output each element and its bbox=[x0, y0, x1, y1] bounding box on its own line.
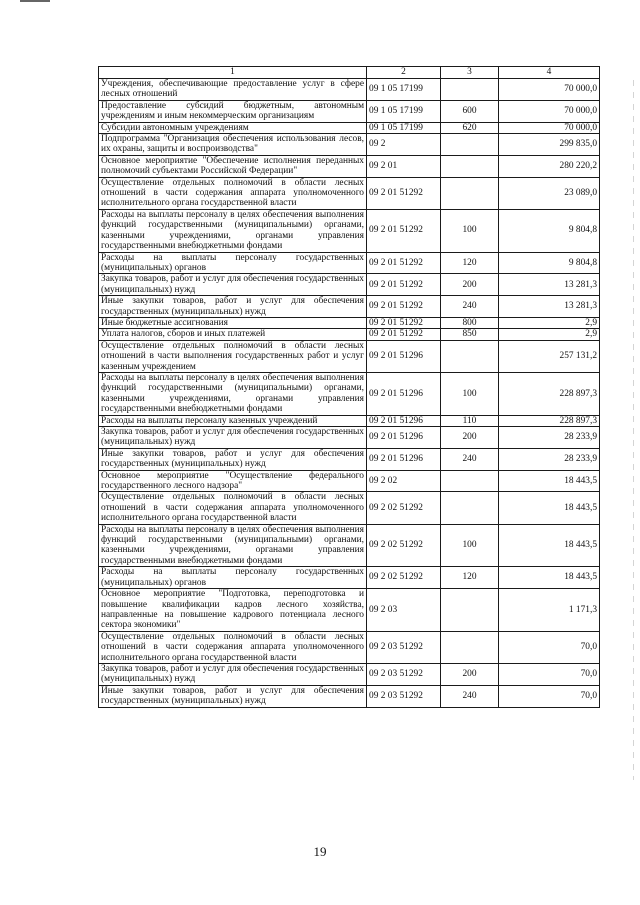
target-code-cell: 09 1 05 17199 bbox=[367, 122, 441, 133]
target-code-cell: 09 2 01 51292 bbox=[367, 209, 441, 252]
expense-type-cell: 240 bbox=[441, 296, 499, 318]
item-name-cell: Учреждения, обеспечивающие предоставление услуг в сфере лесных отношений bbox=[99, 79, 367, 101]
expense-type-cell: 200 bbox=[441, 663, 499, 685]
expense-type-cell bbox=[441, 177, 499, 209]
amount-cell: 70 000,0 bbox=[499, 122, 600, 133]
expense-type-cell: 800 bbox=[441, 317, 499, 328]
target-code-cell: 09 1 05 17199 bbox=[367, 100, 441, 122]
expense-type-cell bbox=[441, 492, 499, 524]
table-row bbox=[99, 79, 600, 101]
table-row bbox=[99, 663, 600, 685]
amount-cell: 18 443,5 bbox=[499, 492, 600, 524]
expense-type-cell: 850 bbox=[441, 329, 499, 340]
amount-cell: 23 089,0 bbox=[499, 177, 600, 209]
table-row bbox=[99, 685, 600, 707]
table-row bbox=[99, 631, 600, 663]
target-code-cell: 09 1 05 17199 bbox=[367, 79, 441, 101]
target-code-cell: 09 2 01 51296 bbox=[367, 372, 441, 415]
item-name-cell: Осуществление отдельных полномочий в области лесных отношений в части выполнения государственных работ и услуг казенным учреждением bbox=[99, 340, 367, 372]
target-code-cell: 09 2 01 51292 bbox=[367, 317, 441, 328]
column-header: 2 bbox=[367, 67, 441, 79]
target-code-cell: 09 2 03 51292 bbox=[367, 685, 441, 707]
table-row bbox=[99, 134, 600, 156]
item-name-cell: Иные закупки товаров, работ и услуг для обеспечения государственных (муниципальных) нужд bbox=[99, 296, 367, 318]
amount-cell: 70,0 bbox=[499, 685, 600, 707]
target-code-cell: 09 2 02 51292 bbox=[367, 492, 441, 524]
column-header: 1 bbox=[99, 67, 367, 79]
table-row bbox=[99, 567, 600, 589]
item-name-cell: Расходы на выплаты персоналу в целях обеспечения выполнения функций государственными (муниципальными) органами, казенными учреждениями, органами управления государственными внебюджетными фондами bbox=[99, 372, 367, 415]
amount-cell: 18 443,5 bbox=[499, 470, 600, 492]
expense-type-cell bbox=[441, 470, 499, 492]
table-row bbox=[99, 470, 600, 492]
column-header: 4 bbox=[499, 67, 600, 79]
amount-cell: 18 443,5 bbox=[499, 567, 600, 589]
table-row bbox=[99, 329, 600, 340]
table-row bbox=[99, 317, 600, 328]
amount-cell: 228 897,3 bbox=[499, 372, 600, 415]
amount-cell: 280 220,2 bbox=[499, 155, 600, 177]
table-row bbox=[99, 155, 600, 177]
target-code-cell: 09 2 01 51296 bbox=[367, 448, 441, 470]
table-row bbox=[99, 296, 600, 318]
expense-type-cell bbox=[441, 340, 499, 372]
amount-cell: 1 171,3 bbox=[499, 589, 600, 632]
amount-cell: 70,0 bbox=[499, 631, 600, 663]
item-name-cell: Основное мероприятие "Обеспечение исполнения переданных полномочий субъектами Российской Федерации" bbox=[99, 155, 367, 177]
target-code-cell: 09 2 03 51292 bbox=[367, 631, 441, 663]
item-name-cell: Предоставление субсидий бюджетным, автономным учреждениям и иным некоммерческим организациям bbox=[99, 100, 367, 122]
expense-type-cell: 100 bbox=[441, 209, 499, 252]
item-name-cell: Основное мероприятие "Подготовка, переподготовка и повышение квалификации кадров лесного хозяйства, направленные на повышение кадрового потенциала лесного сектора экономики" bbox=[99, 589, 367, 632]
expense-type-cell bbox=[441, 631, 499, 663]
item-name-cell: Расходы на выплаты персоналу в целях обеспечения выполнения функций государственными (муниципальными) органами, казенными учреждениями, органами управления государственными внебюджетными фондами bbox=[99, 209, 367, 252]
expense-type-cell: 100 bbox=[441, 372, 499, 415]
table-row bbox=[99, 427, 600, 449]
table-row bbox=[99, 122, 600, 133]
table-header-row bbox=[99, 67, 600, 79]
expense-type-cell: 240 bbox=[441, 685, 499, 707]
amount-cell: 257 131,2 bbox=[499, 340, 600, 372]
item-name-cell: Расходы на выплаты персоналу казенных учреждений bbox=[99, 415, 367, 426]
amount-cell: 2,9 bbox=[499, 329, 600, 340]
expense-type-cell: 200 bbox=[441, 427, 499, 449]
column-header: 3 bbox=[441, 67, 499, 79]
item-name-cell: Осуществление отдельных полномочий в области лесных отношений в части содержания аппарата уполномоченного исполнительного органа государственной власти bbox=[99, 492, 367, 524]
amount-cell: 70 000,0 bbox=[499, 79, 600, 101]
page-number: 19 bbox=[313, 844, 327, 859]
expense-type-cell bbox=[441, 589, 499, 632]
expense-type-cell: 600 bbox=[441, 100, 499, 122]
target-code-cell: 09 2 01 51292 bbox=[367, 252, 441, 274]
table-row bbox=[99, 448, 600, 470]
amount-cell: 13 281,3 bbox=[499, 296, 600, 318]
item-name-cell: Основное мероприятие "Осуществление федерального государственного лесного надзора" bbox=[99, 470, 367, 492]
expense-type-cell: 200 bbox=[441, 274, 499, 296]
target-code-cell: 09 2 01 bbox=[367, 155, 441, 177]
item-name-cell: Субсидии автономным учреждениям bbox=[99, 122, 367, 133]
expense-type-cell: 120 bbox=[441, 252, 499, 274]
table-row bbox=[99, 492, 600, 524]
item-name-cell: Уплата налогов, сборов и иных платежей bbox=[99, 329, 367, 340]
target-code-cell: 09 2 01 51292 bbox=[367, 329, 441, 340]
amount-cell: 228 897,3 bbox=[499, 415, 600, 426]
expense-type-cell: 110 bbox=[441, 415, 499, 426]
item-name-cell: Расходы на выплаты персоналу в целях обеспечения выполнения функций государственными (муниципальными) органами, казенными учреждениями, органами управления государственными внебюджетными фондами bbox=[99, 524, 367, 567]
item-name-cell: Расходы на выплаты персоналу государственных (муниципальных) органов bbox=[99, 567, 367, 589]
target-code-cell: 09 2 01 51292 bbox=[367, 177, 441, 209]
expense-type-cell bbox=[441, 79, 499, 101]
item-name-cell: Подпрограмма "Организация обеспечения использования лесов, их охраны, защиты и воспроизводства" bbox=[99, 134, 367, 156]
amount-cell: 28 233,9 bbox=[499, 448, 600, 470]
table-row bbox=[99, 372, 600, 415]
item-name-cell: Расходы на выплаты персоналу государственных (муниципальных) органов bbox=[99, 252, 367, 274]
target-code-cell: 09 2 03 bbox=[367, 589, 441, 632]
item-name-cell: Закупка товаров, работ и услуг для обеспечения государственных (муниципальных) нужд bbox=[99, 663, 367, 685]
expense-type-cell: 620 bbox=[441, 122, 499, 133]
item-name-cell: Иные закупки товаров, работ и услуг для обеспечения государственных (муниципальных) нужд bbox=[99, 685, 367, 707]
expense-type-cell: 120 bbox=[441, 567, 499, 589]
amount-cell: 28 233,9 bbox=[499, 427, 600, 449]
amount-cell: 9 804,8 bbox=[499, 252, 600, 274]
target-code-cell: 09 2 03 51292 bbox=[367, 663, 441, 685]
table-row bbox=[99, 415, 600, 426]
target-code-cell: 09 2 02 51292 bbox=[367, 567, 441, 589]
table-row bbox=[99, 209, 600, 252]
scan-mark bbox=[20, 0, 50, 2]
target-code-cell: 09 2 02 bbox=[367, 470, 441, 492]
amount-cell: 18 443,5 bbox=[499, 524, 600, 567]
item-name-cell: Осуществление отдельных полномочий в области лесных отношений в части содержания аппарата уполномоченного исполнительного органа государственной власти bbox=[99, 177, 367, 209]
budget-table bbox=[98, 66, 600, 708]
target-code-cell: 09 2 01 51296 bbox=[367, 427, 441, 449]
table-row bbox=[99, 100, 600, 122]
amount-cell: 70,0 bbox=[499, 663, 600, 685]
table-row bbox=[99, 274, 600, 296]
target-code-cell: 09 2 01 51292 bbox=[367, 274, 441, 296]
expense-type-cell: 100 bbox=[441, 524, 499, 567]
item-name-cell: Осуществление отдельных полномочий в области лесных отношений в части содержания аппарата уполномоченного исполнительного органа государственной власти bbox=[99, 631, 367, 663]
table-row bbox=[99, 589, 600, 632]
amount-cell: 13 281,3 bbox=[499, 274, 600, 296]
amount-cell: 9 804,8 bbox=[499, 209, 600, 252]
table-row bbox=[99, 177, 600, 209]
target-code-cell: 09 2 01 51292 bbox=[367, 296, 441, 318]
item-name-cell: Иные бюджетные ассигнования bbox=[99, 317, 367, 328]
amount-cell: 70 000,0 bbox=[499, 100, 600, 122]
expense-type-cell bbox=[441, 155, 499, 177]
item-name-cell: Иные закупки товаров, работ и услуг для обеспечения государственных (муниципальных) нужд bbox=[99, 448, 367, 470]
table-row bbox=[99, 252, 600, 274]
table-row bbox=[99, 524, 600, 567]
expense-type-cell bbox=[441, 134, 499, 156]
table-body bbox=[99, 79, 600, 708]
target-code-cell: 09 2 bbox=[367, 134, 441, 156]
expense-type-cell: 240 bbox=[441, 448, 499, 470]
scan-edge bbox=[633, 80, 634, 780]
target-code-cell: 09 2 01 51296 bbox=[367, 340, 441, 372]
amount-cell: 2,9 bbox=[499, 317, 600, 328]
amount-cell: 299 835,0 bbox=[499, 134, 600, 156]
target-code-cell: 09 2 01 51296 bbox=[367, 415, 441, 426]
item-name-cell: Закупка товаров, работ и услуг для обеспечения государственных (муниципальных) нужд bbox=[99, 274, 367, 296]
item-name-cell: Закупка товаров, работ и услуг для обеспечения государственных (муниципальных) нужд bbox=[99, 427, 367, 449]
table-row bbox=[99, 340, 600, 372]
target-code-cell: 09 2 02 51292 bbox=[367, 524, 441, 567]
